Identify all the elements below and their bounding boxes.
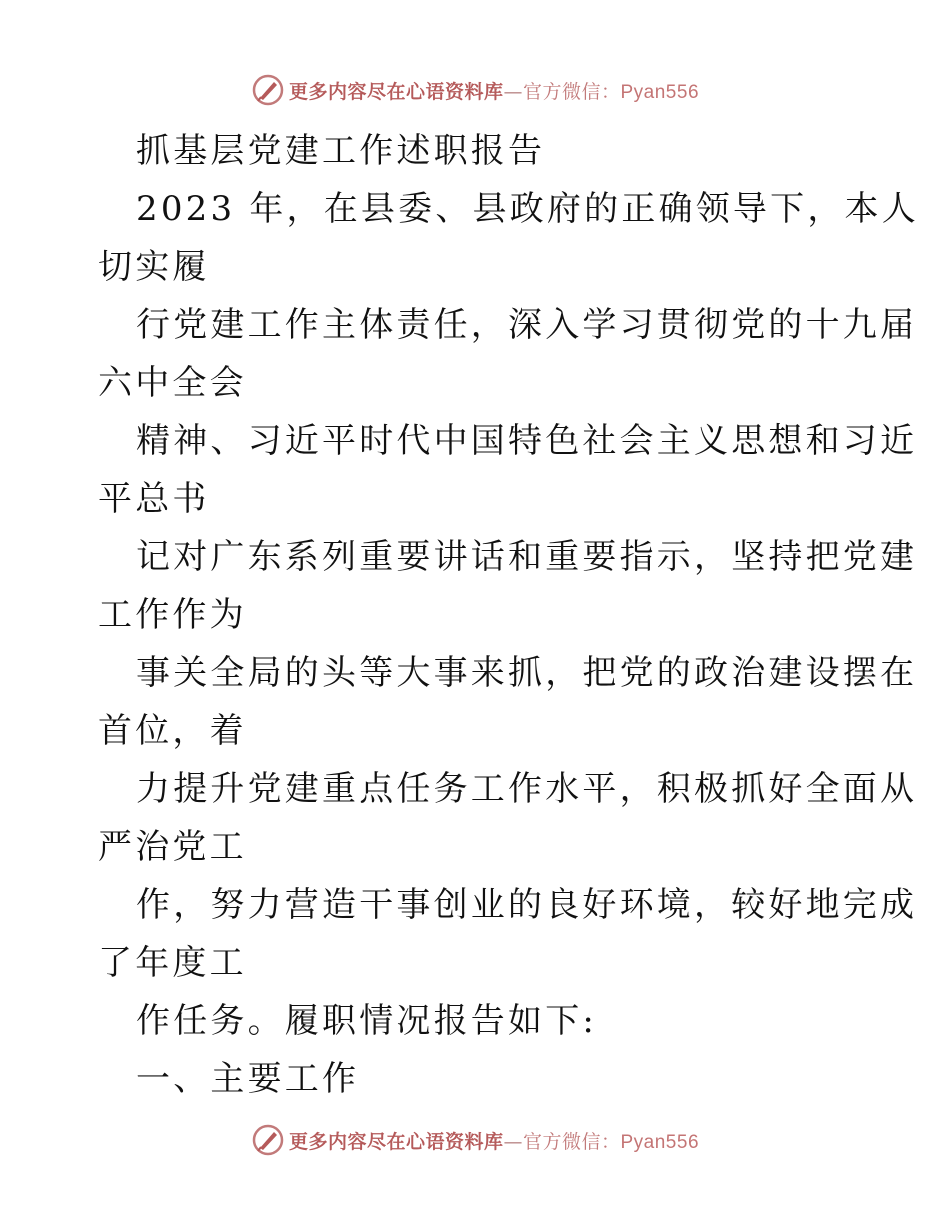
document-line: 平总书 bbox=[98, 479, 210, 519]
document-line: 工作作为 bbox=[98, 595, 247, 635]
watermark-text bbox=[289, 77, 699, 104]
document-line: 首位，着 bbox=[98, 711, 247, 751]
watermark-dash: — bbox=[503, 80, 523, 103]
document-line: 抓基层党建工作述职报告 bbox=[136, 131, 546, 171]
watermark-wechat-id: Pyan556 bbox=[620, 81, 700, 103]
document-body bbox=[98, 122, 919, 1108]
document-line: 作任务。履职情况报告如下: bbox=[136, 1001, 598, 1041]
document-line: 了年度工 bbox=[98, 943, 247, 983]
document-line: 精神、习近平时代中国特色社会主义思想和习近 bbox=[136, 421, 918, 461]
document-line: 事关全局的头等大事来抓，把党的政治建设摆在 bbox=[136, 653, 918, 693]
document-line: 六中全会 bbox=[98, 363, 247, 403]
document-line: 记对广东系列重要讲话和重要指示，坚持把党建 bbox=[136, 537, 918, 577]
watermark-suffix: 官方微信： bbox=[522, 1130, 621, 1153]
watermark-suffix: 官方微信： bbox=[522, 80, 621, 103]
watermark-strong: 更多内容尽在心语资料库 bbox=[288, 80, 504, 103]
document-line: 力提升党建重点任务工作水平，积极抓好全面从 bbox=[136, 769, 918, 809]
document-line: 一、主要工作 bbox=[136, 1059, 360, 1099]
watermark-wechat-id: Pyan556 bbox=[620, 1131, 700, 1153]
document-line: 2023 年，在县委、县政府的正确领导下，本人 bbox=[136, 189, 919, 229]
document-line: 行党建工作主体责任，深入学习贯彻党的十九届 bbox=[136, 305, 918, 345]
document-line: 作，努力营造干事创业的良好环境，较好地完成 bbox=[136, 885, 918, 925]
watermark-text bbox=[289, 1127, 699, 1154]
watermark-banner-top bbox=[0, 70, 950, 110]
watermark-banner-bottom bbox=[0, 1120, 950, 1160]
document-line: 切实履 bbox=[98, 247, 210, 287]
watermark-dash: — bbox=[503, 1130, 523, 1153]
quill-logo-icon bbox=[251, 1123, 285, 1157]
quill-logo-icon bbox=[251, 73, 285, 107]
watermark-strong: 更多内容尽在心语资料库 bbox=[288, 1130, 504, 1153]
document-line: 严治党工 bbox=[98, 827, 247, 867]
